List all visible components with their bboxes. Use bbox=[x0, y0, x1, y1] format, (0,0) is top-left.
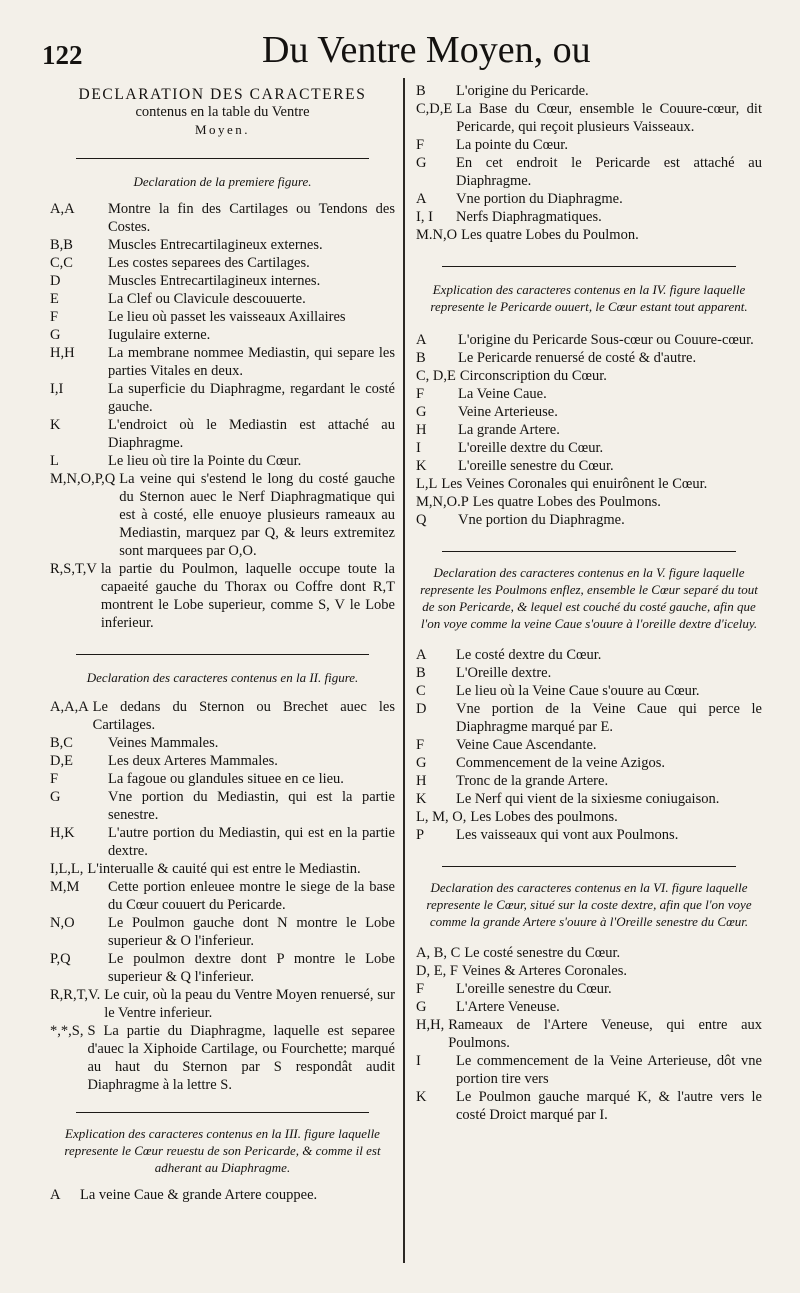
entry-key: B,C bbox=[50, 735, 73, 751]
entry-key: P,Q bbox=[50, 951, 71, 967]
entry-key: D bbox=[50, 273, 61, 289]
entry-text: Le poulmon dextre dont P montre le Lobe superieur & Q l'inferieur. bbox=[108, 951, 395, 985]
section-title-6: Declaration des caracteres contenus en la VI. figure laquelle represente le Cœur, situé sur la coste dextre, afin que l'on voye comme la grande Artere s'ouure à l'Oreille senestre du Cœur. bbox=[426, 880, 752, 929]
section-rule bbox=[442, 551, 736, 552]
entry-key: H bbox=[416, 773, 427, 789]
entry-text: Les quatre Lobes des Poulmons. bbox=[472, 494, 661, 510]
legend-entry bbox=[50, 560, 395, 632]
legend-entry bbox=[50, 236, 395, 254]
entry-key: K bbox=[50, 417, 61, 433]
entry-text: La superficie du Diaphragme, regardant le costé gauche. bbox=[108, 381, 395, 415]
entry-key: K bbox=[416, 458, 427, 474]
entry-text: Le commencement de la Veine Arterieuse, dôt vne portion tire vers bbox=[456, 1053, 762, 1087]
section-3-entries bbox=[50, 1186, 395, 1204]
legend-entry bbox=[50, 416, 395, 452]
legend-entry bbox=[416, 962, 762, 980]
legend-entry bbox=[416, 511, 762, 529]
entry-key: F bbox=[416, 981, 425, 997]
entry-key: G bbox=[416, 755, 427, 771]
entry-key: A bbox=[50, 1187, 61, 1203]
entry-key: B bbox=[416, 83, 426, 99]
entry-text: Les deux Arteres Mammales. bbox=[108, 753, 278, 769]
legend-entry bbox=[50, 200, 395, 236]
legend-entry bbox=[50, 752, 395, 770]
entry-key: B bbox=[416, 350, 426, 366]
legend-entry bbox=[416, 403, 762, 421]
legend-entry bbox=[416, 100, 762, 136]
legend-entry bbox=[416, 736, 762, 754]
entry-key: K bbox=[416, 791, 427, 807]
entry-text: L'Oreille dextre. bbox=[456, 665, 552, 681]
legend-entry bbox=[416, 1088, 762, 1124]
section-rule bbox=[442, 866, 736, 867]
legend-entry bbox=[50, 452, 395, 470]
entry-key: B,B bbox=[50, 237, 73, 253]
legend-entry bbox=[50, 1186, 395, 1204]
entry-text: La veine qui s'estend le long du costé gauche du Sternon auec le Nerf Diaphragmatique qui est à costé, elle enuoye plusieurs rameaux au Mediastin, marquez par Q, & leurs extremitez sont marquees par O,O. bbox=[119, 471, 395, 559]
legend-entry bbox=[416, 493, 762, 511]
legend-entry bbox=[416, 980, 762, 998]
entry-text: L'Artere Veneuse. bbox=[456, 999, 560, 1015]
legend-entry bbox=[50, 770, 395, 788]
legend-entry bbox=[50, 734, 395, 752]
legend-entry bbox=[50, 380, 395, 416]
entry-text: Le Poulmon gauche dont N montre le Lobe superieur & O l'inferieur. bbox=[108, 915, 395, 949]
entry-text: Vne portion du Mediastin, qui est la partie senestre. bbox=[108, 789, 395, 823]
legend-entry bbox=[50, 254, 395, 272]
legend-entry bbox=[416, 790, 762, 808]
legend-entry bbox=[416, 208, 762, 226]
entry-text: La Clef ou Clavicule descouuerte. bbox=[108, 291, 306, 307]
entry-key: H,H, bbox=[416, 1017, 445, 1033]
section-rule bbox=[76, 654, 369, 655]
entry-text: La grande Artere. bbox=[458, 422, 560, 438]
entry-text: La veine Caue & grande Artere couppee. bbox=[80, 1187, 318, 1203]
legend-entry bbox=[416, 367, 762, 385]
entry-text: L'origine du Pericarde. bbox=[456, 83, 589, 99]
entry-key: M,N,O.P bbox=[416, 494, 469, 510]
legend-entry bbox=[416, 808, 762, 826]
section-rule bbox=[442, 266, 736, 267]
legend-entry bbox=[50, 308, 395, 326]
legend-entry bbox=[50, 824, 395, 860]
legend-entry bbox=[416, 154, 762, 190]
entry-text: Veines Mammales. bbox=[108, 735, 219, 751]
legend-entry bbox=[416, 664, 762, 682]
left-column bbox=[50, 82, 395, 1204]
legend-entry bbox=[416, 1052, 762, 1088]
entry-text: Muscles Entrecartilagineux externes. bbox=[108, 237, 323, 253]
legend-entry bbox=[416, 646, 762, 664]
entry-text: Les quatre Lobes du Poulmon. bbox=[461, 227, 639, 243]
entry-text: Iugulaire externe. bbox=[108, 327, 211, 343]
entry-key: M.N,O bbox=[416, 227, 458, 243]
entry-key: I bbox=[416, 440, 421, 456]
entry-text: Rameaux de l'Artere Veneuse, qui entre aux Poulmons. bbox=[448, 1017, 762, 1051]
entry-text: Le costé dextre du Cœur. bbox=[456, 647, 602, 663]
entry-text: L'oreille senestre du Cœur. bbox=[456, 981, 612, 997]
entry-text: L'autre portion du Mediastin, qui est en la partie dextre. bbox=[108, 825, 395, 859]
section-5-entries bbox=[416, 646, 762, 844]
entry-key: L bbox=[50, 453, 59, 469]
legend-entry bbox=[416, 772, 762, 790]
entry-key: A bbox=[416, 191, 427, 207]
entry-text: Le Poulmon gauche marqué K, & l'autre vers le costé Droict marqué par I. bbox=[456, 1089, 762, 1123]
entry-key: B bbox=[416, 665, 426, 681]
entry-key: E bbox=[50, 291, 59, 307]
entry-key: C,C bbox=[50, 255, 73, 271]
entry-text: L'origine du Pericarde Sous-cœur ou Couure-cœur. bbox=[458, 332, 754, 348]
entry-text: Le Nerf qui vient de la sixiesme coniugaison. bbox=[456, 791, 720, 807]
legend-entry bbox=[50, 860, 395, 878]
legend-entry bbox=[416, 226, 762, 244]
entry-key: I,I bbox=[50, 381, 64, 397]
entry-key: *,*,S, bbox=[50, 1023, 84, 1039]
entry-text: Les Lobes des poulmons. bbox=[470, 809, 618, 825]
entry-key: R,R,T,V. bbox=[50, 987, 101, 1003]
entry-key: D, E, F bbox=[416, 963, 458, 979]
entry-text: Vne portion de la Veine Caue qui perce le Diaphragme marqué par E. bbox=[456, 701, 762, 735]
entry-key: G bbox=[416, 999, 427, 1015]
entry-text: Veines & Arteres Coronales. bbox=[461, 963, 628, 979]
entry-text: La pointe du Cœur. bbox=[456, 137, 568, 153]
section-4-entries bbox=[416, 331, 762, 529]
entry-key: H,K bbox=[50, 825, 75, 841]
entry-text: Les Veines Coronales qui enuirônent le Cœur. bbox=[441, 476, 708, 492]
legend-entry bbox=[50, 344, 395, 380]
entry-key: L, M, O, bbox=[416, 809, 467, 825]
legend-entry bbox=[416, 998, 762, 1016]
entry-key: N,O bbox=[50, 915, 75, 931]
entry-text: Les vaisseaux qui vont aux Poulmons. bbox=[456, 827, 679, 843]
legend-entry bbox=[416, 700, 762, 736]
entry-text: Veine Caue Ascendante. bbox=[456, 737, 597, 753]
entry-text: Vne portion du Diaphragme. bbox=[456, 191, 623, 207]
section-rule bbox=[76, 1112, 369, 1113]
legend-entry bbox=[50, 698, 395, 734]
entry-text: La fagoue ou glandules situee en ce lieu. bbox=[108, 771, 344, 787]
entry-text: S La partie du Diaphragme, laquelle est separee d'auec la Xiphoide Cartilage, ou Fourchette; marqué au haut du Sternon par S respondât audit Diaphragme à la lettre S. bbox=[87, 1023, 395, 1093]
entry-key: C,D,E bbox=[416, 101, 453, 117]
legend-entry bbox=[50, 290, 395, 308]
page-number: 122 bbox=[42, 40, 83, 70]
entry-text: Le costé senestre du Cœur. bbox=[464, 945, 621, 961]
section-title-3: Explication des caracteres contenus en la III. figure laquelle represente le Cœur reuestu de son Pericarde, & comme il est adherant au Diaphragme. bbox=[64, 1126, 381, 1175]
entry-text: Tronc de la grande Artere. bbox=[456, 773, 609, 789]
legend-entry bbox=[50, 878, 395, 914]
legend-entry bbox=[416, 190, 762, 208]
entry-text: Muscles Entrecartilagineux internes. bbox=[108, 273, 321, 289]
entry-key: L,L bbox=[416, 476, 438, 492]
entry-text: Le cuir, où la peau du Ventre Moyen renuersé, sur le Ventre inferieur. bbox=[104, 987, 395, 1021]
entry-key: F bbox=[50, 771, 59, 787]
entry-text: Le lieu où la Veine Caue s'ouure au Cœur. bbox=[456, 683, 700, 699]
legend-entry bbox=[416, 475, 762, 493]
legend-entry bbox=[416, 331, 762, 349]
entry-key: D bbox=[416, 701, 427, 717]
entry-key: Q bbox=[416, 512, 427, 528]
entry-key: R,S,T,V bbox=[50, 561, 97, 577]
entry-key: M,N,O,P,Q bbox=[50, 471, 116, 487]
section-2-entries bbox=[50, 698, 395, 1094]
entry-key: C, D,E bbox=[416, 368, 456, 384]
entry-text: Le Pericarde renuersé de costé & d'autre. bbox=[458, 350, 697, 366]
entry-key: F bbox=[416, 737, 425, 753]
entry-text: Circonscription du Cœur. bbox=[459, 368, 607, 384]
entry-text: En cet endroit le Pericarde est attaché au Diaphragme. bbox=[456, 155, 762, 189]
legend-entry bbox=[50, 986, 395, 1022]
entry-key: A bbox=[416, 332, 427, 348]
legend-entry bbox=[50, 788, 395, 824]
legend-entry bbox=[416, 385, 762, 403]
section-title-5: Declaration des caracteres contenus en la V. figure laquelle represente les Poulmons enflez, ensemble le Cœur separé du tout de son Pericarde, & lequel est couché du costé gauche, afin que l'on voye comme la veine Caue s'ouure à l'oreille dextre d'iceluy. bbox=[420, 565, 758, 631]
column-divider bbox=[403, 78, 405, 1263]
entry-text: la partie du Poulmon, laquelle occupe toute la capaeité gauche du Thorax ou Coffre dont R,T montrent le Lobe superieur, comme S, V le Lobe inferieur. bbox=[100, 561, 395, 631]
entry-text: Le lieu où tire la Pointe du Cœur. bbox=[108, 453, 302, 469]
entry-text: La Veine Caue. bbox=[458, 386, 547, 402]
legend-entry bbox=[416, 682, 762, 700]
entry-text: La membrane nommee Mediastin, qui separe les parties Vitales en deux. bbox=[108, 345, 395, 379]
entry-text: Cette portion enleuee montre le siege de la base du Cœur couuert du Pericarde. bbox=[108, 879, 395, 913]
entry-key: I bbox=[416, 1053, 421, 1069]
legend-entry bbox=[50, 950, 395, 986]
entry-key: K bbox=[416, 1089, 427, 1105]
entry-text: Le lieu où passet les vaisseaux Axillaires bbox=[108, 309, 346, 325]
entry-text: L'oreille dextre du Cœur. bbox=[458, 440, 604, 456]
legend-entry bbox=[416, 826, 762, 844]
section-title-4: Explication des caracteres contenus en la IV. figure laquelle represente le Pericarde ouuert, le Cœur estant tout apparent. bbox=[430, 282, 748, 314]
legend-entry bbox=[416, 439, 762, 457]
section-6-entries bbox=[416, 944, 762, 1124]
entry-key: F bbox=[416, 386, 425, 402]
legend-entry bbox=[50, 326, 395, 344]
legend-entry bbox=[416, 754, 762, 772]
entry-key: P bbox=[416, 827, 425, 843]
entry-key: A,A bbox=[50, 201, 75, 217]
legend-entry bbox=[416, 349, 762, 367]
entry-key: A bbox=[416, 647, 427, 663]
legend-entry bbox=[416, 457, 762, 475]
section-1-entries bbox=[50, 200, 395, 632]
entry-text: Le dedans du Sternon ou Brechet auec les Cartilages. bbox=[92, 699, 395, 733]
main-heading: DECLARATION DES CARACTERES bbox=[78, 86, 367, 103]
legend-entry bbox=[416, 1016, 762, 1052]
right-column bbox=[416, 82, 762, 1124]
entry-key: I, I bbox=[416, 209, 433, 225]
entry-key: G bbox=[50, 327, 61, 343]
main-heading-name: Moyen. bbox=[194, 122, 251, 137]
entry-key: G bbox=[416, 155, 427, 171]
entry-key: H bbox=[416, 422, 427, 438]
entry-key: A,A,A bbox=[50, 699, 89, 715]
legend-entry bbox=[50, 470, 395, 560]
entry-text: Veine Arterieuse. bbox=[458, 404, 558, 420]
legend-entry bbox=[416, 82, 762, 100]
entry-key: G bbox=[416, 404, 427, 420]
entry-key: F bbox=[416, 137, 425, 153]
figure-3-continued-entries bbox=[416, 82, 762, 244]
legend-entry bbox=[416, 421, 762, 439]
entry-key: H,H bbox=[50, 345, 75, 361]
entry-text: L'interualle & cauité qui est entre le Mediastin. bbox=[87, 861, 361, 877]
legend-entry bbox=[50, 914, 395, 950]
legend-entry bbox=[50, 1022, 395, 1094]
legend-entry bbox=[416, 944, 762, 962]
entry-text: La Base du Cœur, ensemble le Couure-cœur, dit Pericarde, qui reçoit plusieurs Vaisseaux. bbox=[456, 101, 762, 135]
entry-text: Vne portion du Diaphragme. bbox=[458, 512, 625, 528]
entry-text: Les costes separees des Cartilages. bbox=[108, 255, 310, 271]
entry-text: Nerfs Diaphragmatiques. bbox=[456, 209, 602, 225]
entry-key: G bbox=[50, 789, 61, 805]
section-title-1: Declaration de la premiere figure. bbox=[133, 174, 312, 189]
entry-key: M,M bbox=[50, 879, 80, 895]
section-rule bbox=[76, 158, 369, 159]
main-heading-subtitle: contenus en la table du Ventre bbox=[135, 104, 310, 120]
entry-key: A, B, C bbox=[416, 945, 461, 961]
entry-text: Commencement de la veine Azigos. bbox=[456, 755, 665, 771]
entry-key: I,L,L, bbox=[50, 861, 84, 877]
entry-text: Montre la fin des Cartilages ou Tendons des Costes. bbox=[108, 201, 395, 235]
entry-text: L'endroict où le Mediastin est attaché au Diaphragme. bbox=[108, 417, 395, 451]
section-title-2: Declaration des caracteres contenus en la II. figure. bbox=[86, 670, 359, 685]
entry-key: F bbox=[50, 309, 59, 325]
legend-entry bbox=[50, 272, 395, 290]
legend-entry bbox=[416, 136, 762, 154]
entry-key: D,E bbox=[50, 753, 73, 769]
running-title: Du Ventre Moyen, ou bbox=[262, 29, 591, 71]
entry-text: L'oreille senestre du Cœur. bbox=[458, 458, 614, 474]
entry-key: C bbox=[416, 683, 426, 699]
